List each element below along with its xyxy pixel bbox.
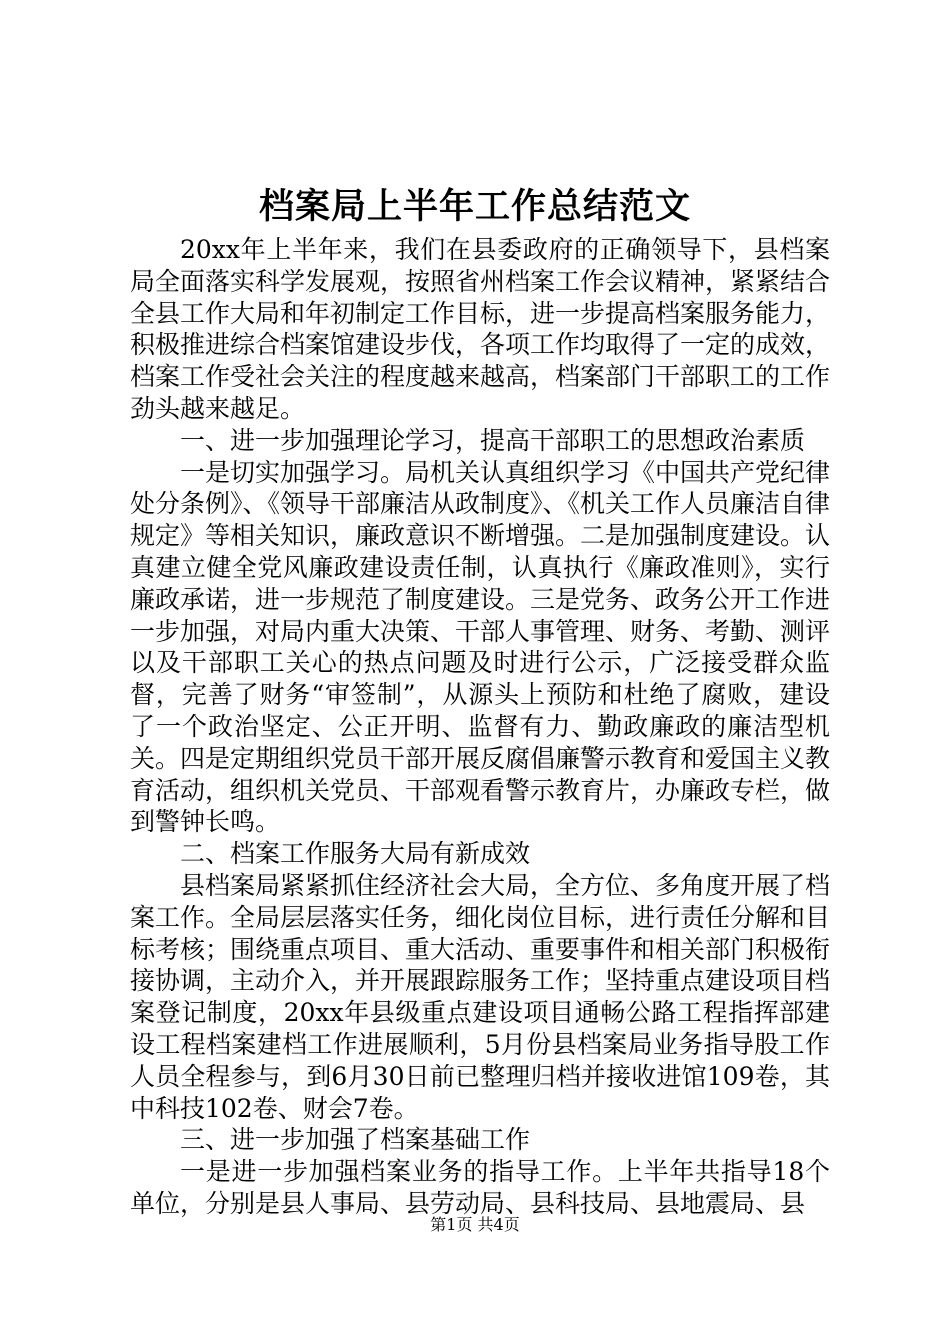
page-footer: 第1页 共4页 (430, 1215, 520, 1234)
section-heading-3: 三、进一步加强了档案基础工作 (180, 1125, 531, 1155)
section-heading-2: 二、档案工作服务大局有新成效 (180, 839, 531, 869)
paragraph-section-1: 一是切实加强学习。局机关认真组织学习《中国共产党纪律处分条例》、《领导干部廉洁从政制度》、《机关工作人员廉洁自律规定》等相关知识，廉政意识不断增强。二是加强制度建设。认真建立健全党风廉政建设责任制，认真执行《廉政准则》，实行廉政承诺，进一步规范了制度建设。三是党务、政务公开工作进一步加强，对局内重大决策、干部人事管理、财务、考勤、测评以及干部职工关心的热点问题及时进行公示，广泛接受群众监督，完善了财务“审签制”，从源头上预防和杜绝了腐败，建设了一个政治坚定、公正开明、监督有力、勤政廉政的廉洁型机关。四是定期组织党员干部开展反腐倡廉警示教育和爱国主义教育活动，组织机关党员、干部观看警示教育片，办廉政专栏，做到警钟长鸣。 (130, 457, 831, 837)
document-title: 档案局上半年工作总结范文 (258, 186, 691, 227)
paragraph-section-3: 一是进一步加强档案业务的指导工作。上半年共指导18个单位，分别是县人事局、县劳动局、县科技局、县地震局、县 (130, 1157, 830, 1218)
paragraph-section-2: 县档案局紧紧抓住经济社会大局，全方位、多角度开展了档案工作。全局层层落实任务，细化岗位目标，进行责任分解和目标考核；围绕重点项目、重大活动、重要事件和相关部门积极衔接协调，主动介入，并开展跟踪服务工作；坚持重点建设项目档案登记制度，20xx年县级重点建设项目通畅公路工程指挥部建设工程档案建档工作进展顺利，5月份县档案局业务指导股工作人员全程参与，到6月30日前已整理归档并接收进馆109卷，其中科技102卷、财会7卷。 (130, 870, 831, 1123)
document-body (130, 234, 830, 1220)
paragraph-intro: 20xx年上半年来，我们在县委政府的正确领导下，县档案局全面落实科学发展观，按照省州档案工作会议精神，紧紧结合全县工作大局和年初制定工作目标，进一步提高档案服务能力，积极推进综合档案馆建设步伐，各项工作均取得了一定的成效，档案工作受社会关注的程度越来越高，档案部门干部职工的工作劲头越来越足。 (130, 235, 831, 423)
section-heading-1: 一、进一步加强理论学习，提高干部职工的思想政治素质 (180, 425, 806, 455)
